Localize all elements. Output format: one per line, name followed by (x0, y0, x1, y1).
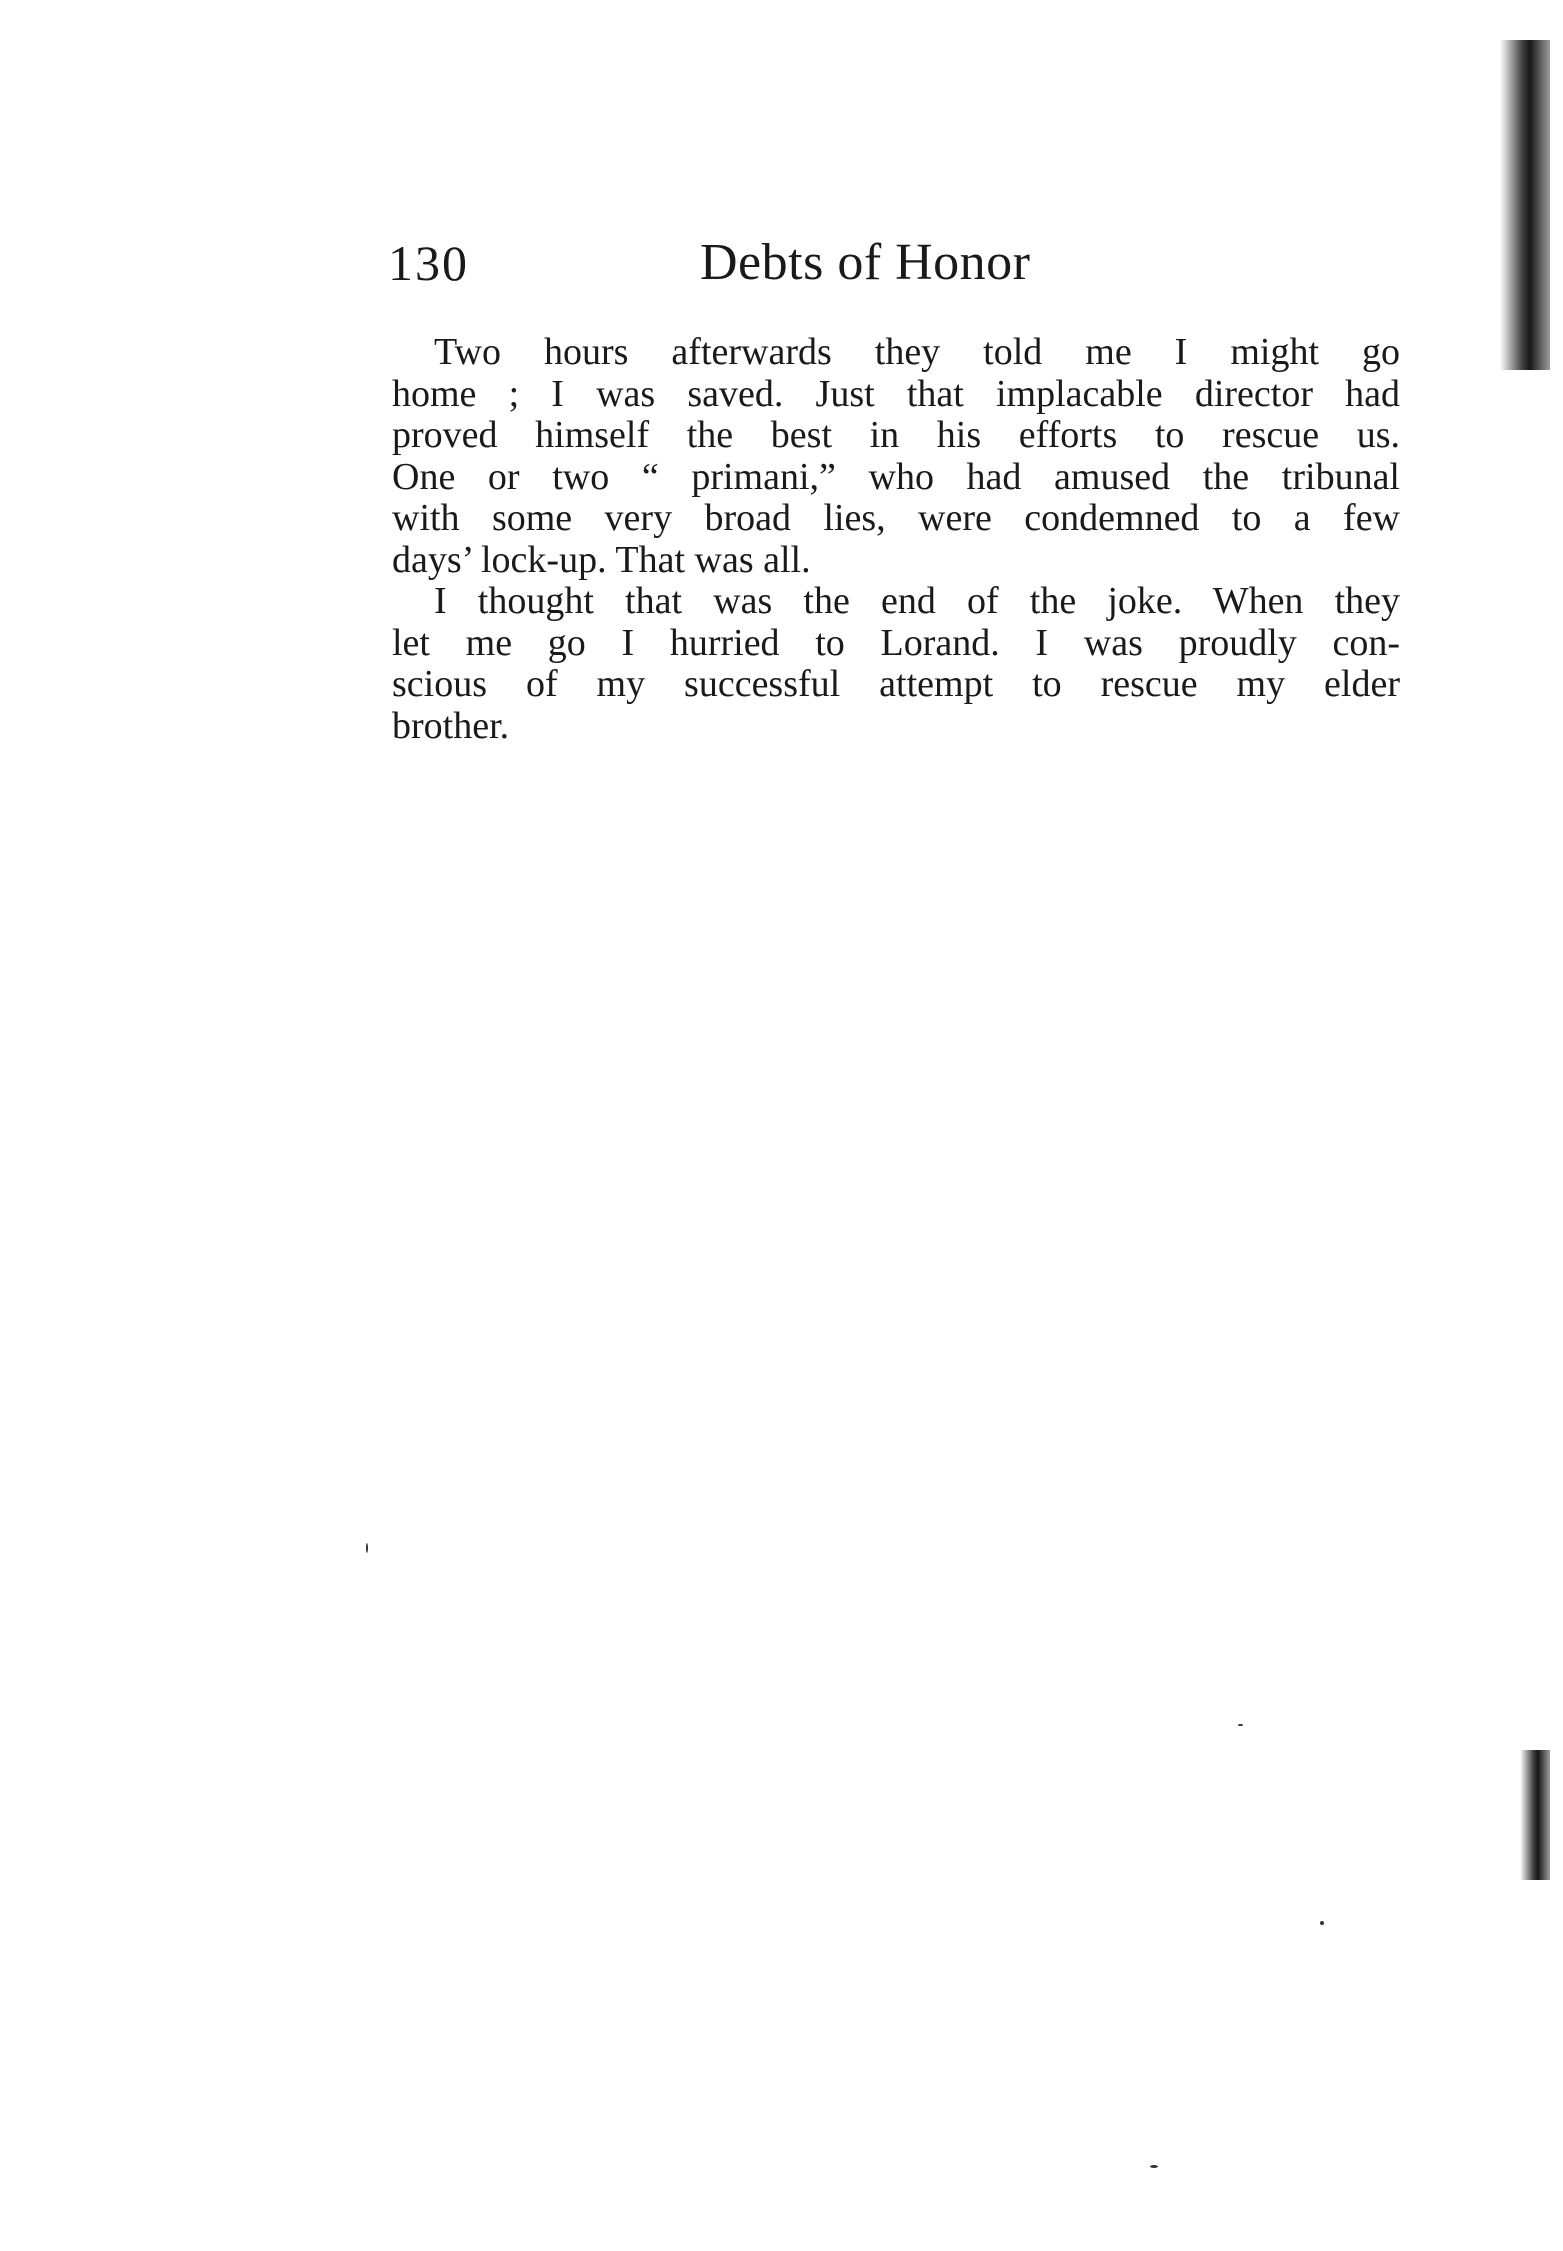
body-text (392, 332, 1400, 747)
text-line: days’ lock-up. That was all. (392, 538, 811, 581)
text-line: One or two “ primani,” who had amused the tribunal (392, 455, 1400, 498)
text-line: scious of my successful attempt to rescue my elder (392, 663, 1400, 705)
scan-edge-shadow-top (1500, 40, 1550, 370)
scan-speck (1150, 2165, 1158, 2168)
text-line: brother. (392, 704, 510, 747)
text-line: let me go I hurried to Lorand. I was proudly con- (392, 621, 1400, 664)
scan-speck (366, 1543, 368, 1553)
text-line: proved himself the best in his efforts to rescue us. (392, 414, 1400, 456)
scan-edge-shadow-bottom (1520, 1750, 1550, 1880)
page-number: 130 (388, 235, 469, 291)
scan-speck (1320, 1921, 1324, 1925)
scan-speck (1238, 1724, 1243, 1726)
text-line: Two hours afterwards they told me I might go (434, 331, 1400, 373)
text-line: with some very broad lies, were condemned to a few (392, 497, 1400, 539)
text-line: I thought that was the end of the joke. When they (434, 580, 1400, 622)
running-head (388, 228, 1400, 298)
running-title: Debts of Honor (700, 234, 1031, 291)
text-line: home ; I was saved. Just that implacable director had (392, 372, 1400, 415)
